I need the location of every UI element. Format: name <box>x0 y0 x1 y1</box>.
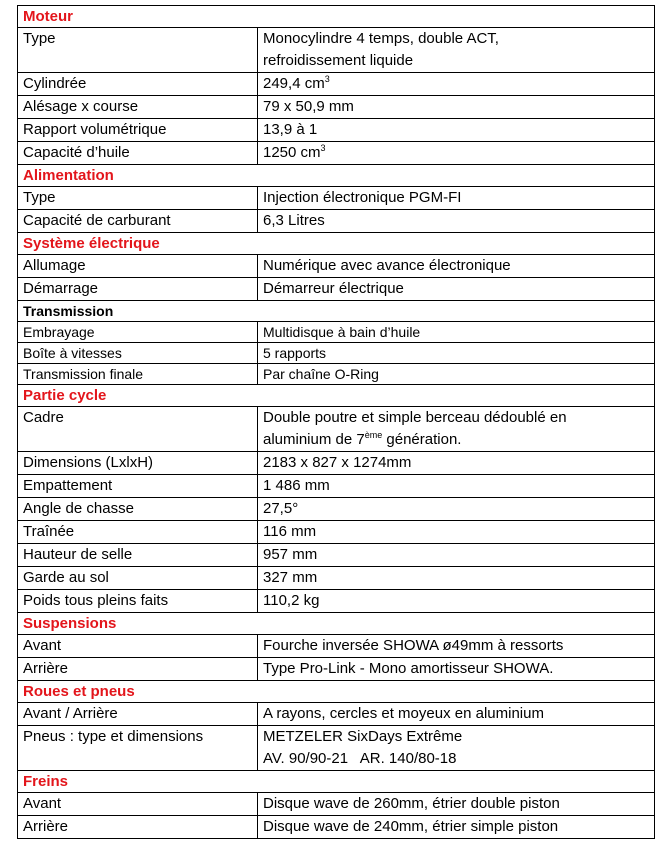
spec-row <box>18 343 655 364</box>
spec-row <box>18 142 655 165</box>
spec-label: Poids tous pleins faits <box>18 590 258 613</box>
spec-value: 110,2 kg <box>258 590 655 613</box>
spec-label: Cylindrée <box>18 73 258 96</box>
spec-value: Multidisque à bain d’huile <box>258 322 655 343</box>
section-title: Alimentation <box>18 165 655 187</box>
section-header-systeme-electrique <box>18 233 655 255</box>
spec-value: Par chaîne O-Ring <box>258 364 655 385</box>
spec-table <box>17 5 655 839</box>
spec-row <box>18 210 655 233</box>
section-title: Roues et pneus <box>18 681 655 703</box>
spec-value: 957 mm <box>258 544 655 567</box>
spec-label: Capacité de carburant <box>18 210 258 233</box>
spec-value: Numérique avec avance électronique <box>258 255 655 278</box>
section-title: Transmission <box>18 301 655 322</box>
spec-row <box>18 119 655 142</box>
spec-row <box>18 635 655 658</box>
spec-row <box>18 278 655 301</box>
section-header-partie-cycle <box>18 385 655 407</box>
spec-label: Démarrage <box>18 278 258 301</box>
spec-label: Avant / Arrière <box>18 703 258 726</box>
spec-row <box>18 322 655 343</box>
spec-label: Traînée <box>18 521 258 544</box>
spec-value: 116 mm <box>258 521 655 544</box>
section-header-suspensions <box>18 613 655 635</box>
spec-row <box>18 187 655 210</box>
spec-value: Injection électronique PGM-FI <box>258 187 655 210</box>
spec-label: Rapport volumétrique <box>18 119 258 142</box>
spec-label: Embrayage <box>18 322 258 343</box>
spec-row <box>18 96 655 119</box>
spec-value: 6,3 Litres <box>258 210 655 233</box>
spec-row <box>18 590 655 613</box>
spec-row <box>18 658 655 681</box>
spec-row <box>18 793 655 816</box>
section-header-roues-et-pneus <box>18 681 655 703</box>
spec-value: 249,4 $cm^3$ <box>258 73 655 96</box>
spec-label: Arrière <box>18 658 258 681</box>
spec-value: 1 486 mm <box>258 475 655 498</box>
spec-label: Arrière <box>18 816 258 839</box>
spec-label: Angle de chasse <box>18 498 258 521</box>
spec-value: 1250 $cm^3$ <box>258 142 655 165</box>
spec-value: METZELER SixDays Extrême AV. 90/90-21 AR. 140/80-18 <box>258 726 655 771</box>
spec-value: Monocylindre 4 temps, double ACT, refroidissement liquide <box>258 28 655 73</box>
spec-label: Cadre <box>18 407 258 452</box>
spec-value: Disque wave de 240mm, étrier simple piston <box>258 816 655 839</box>
spec-row <box>18 475 655 498</box>
spec-value: 327 mm <box>258 567 655 590</box>
spec-value: 27,5° <box>258 498 655 521</box>
section-title: Suspensions <box>18 613 655 635</box>
spec-label: Hauteur de selle <box>18 544 258 567</box>
spec-value: A rayons, cercles et moyeux en aluminium <box>258 703 655 726</box>
spec-label: Type <box>18 187 258 210</box>
section-title: Partie cycle <box>18 385 655 407</box>
spec-value: 2183 x 827 x 1274mm <box>258 452 655 475</box>
spec-label: Garde au sol <box>18 567 258 590</box>
spec-label: Dimensions (LxlxH) <box>18 452 258 475</box>
spec-label: Avant <box>18 635 258 658</box>
spec-label: Type <box>18 28 258 73</box>
spec-label: Capacité d’huile <box>18 142 258 165</box>
spec-value: 5 rapports <box>258 343 655 364</box>
section-title: Freins <box>18 771 655 793</box>
spec-value: Démarreur électrique <box>258 278 655 301</box>
section-header-freins <box>18 771 655 793</box>
spec-row <box>18 521 655 544</box>
spec-value: Fourche inversée SHOWA ø49mm à ressorts <box>258 635 655 658</box>
spec-label: Avant <box>18 793 258 816</box>
spec-row <box>18 498 655 521</box>
spec-row <box>18 28 655 73</box>
spec-row <box>18 407 655 452</box>
spec-row <box>18 452 655 475</box>
section-header-moteur <box>18 6 655 28</box>
spec-label: Boîte à vitesses <box>18 343 258 364</box>
section-header-transmission <box>18 301 655 322</box>
section-title: Moteur <box>18 6 655 28</box>
spec-label: Alésage x course <box>18 96 258 119</box>
spec-label: Empattement <box>18 475 258 498</box>
spec-label: Transmission finale <box>18 364 258 385</box>
section-title: Système électrique <box>18 233 655 255</box>
spec-value: Type Pro-Link - Mono amortisseur SHOWA. <box>258 658 655 681</box>
spec-row <box>18 364 655 385</box>
spec-row <box>18 544 655 567</box>
spec-value: Disque wave de 260mm, étrier double piston <box>258 793 655 816</box>
section-header-alimentation <box>18 165 655 187</box>
spec-value: 79 x 50,9 mm <box>258 96 655 119</box>
spec-value: Double poutre et simple berceau dédoublé en aluminium de 7ème génération. <box>258 407 655 452</box>
spec-row <box>18 73 655 96</box>
spec-row <box>18 703 655 726</box>
spec-value: 13,9 à 1 <box>258 119 655 142</box>
spec-row <box>18 567 655 590</box>
spec-label: Pneus : type et dimensions <box>18 726 258 771</box>
spec-row <box>18 816 655 839</box>
spec-row <box>18 726 655 771</box>
spec-row <box>18 255 655 278</box>
spec-label: Allumage <box>18 255 258 278</box>
